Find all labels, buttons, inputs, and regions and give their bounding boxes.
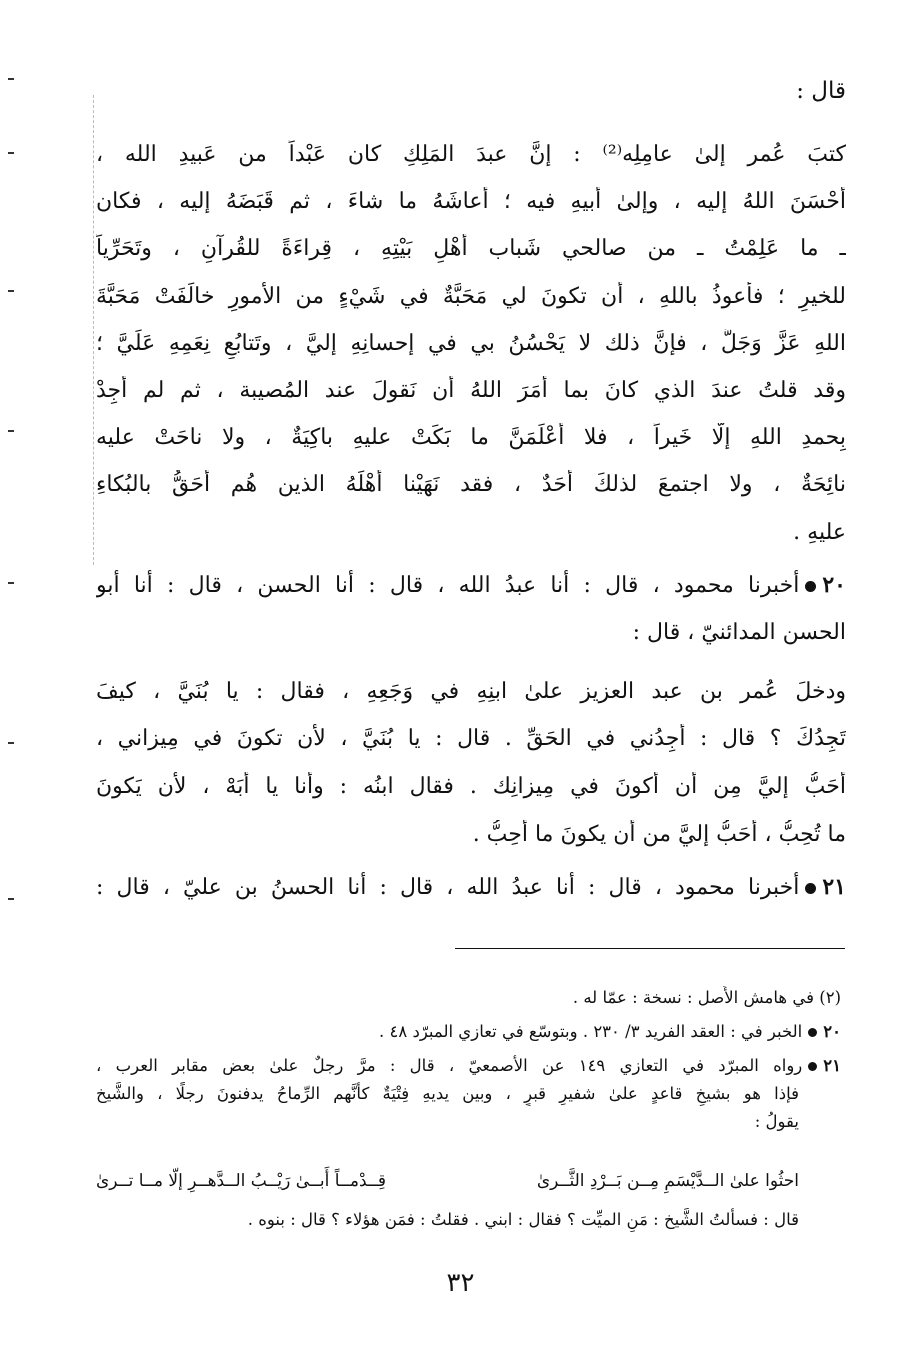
footnote-text: الخبر في : العقد الفريد ٣/ ٢٣٠ . وبتوسّع في تعازي المبرّد ٤٨ . bbox=[379, 1022, 803, 1041]
body-line: بِحمدِ اللهِ إلّا خَيراً ، فلا أَعْلَمَنَّ ما بَكَتْ عليهِ باكِيَةٌ ، ولا ناحَتْ عليه bbox=[96, 425, 846, 450]
body-line: أَحَبُّ إليَّ مِن أن أكونَ في مِيزانِك . فقال ابنُه : وأنا يا أَبَهْ ، لأن يَكونَ bbox=[96, 774, 846, 799]
margin-tick bbox=[8, 152, 14, 154]
footnote-20 bbox=[96, 1020, 841, 1044]
body-line: تَجِدُكَ ؟ قال : أَجِدُني في الحَقِّ . قال : يا بُنَيَّ ، لأَن تكونَ في مِيزاني ، bbox=[96, 726, 846, 751]
footnote-line: فإذا هو بشيخٍ قاعدٍ علىٰ شفيرِ قبرٍ ، وبين يديهِ فِتْيَةٌ كأَنَّهم الرِّماحُ يدفنونَ رجلًا ، والشَّيخ bbox=[96, 1084, 799, 1103]
entry-number: ٢٠ bbox=[822, 572, 846, 598]
body-line: ما تُحِبُّ ، أَحَبُّ إليَّ من أن يكونَ ما أُحِبُّ . bbox=[472, 822, 846, 847]
footnote-line: يقولُ : bbox=[754, 1112, 799, 1131]
isnad-text: أَخبرنا محمود ، قال : أَنا عبدُ الله ، قال : أَنا الحسن ، قال : أَنا أَبو bbox=[96, 573, 800, 598]
footnote-separator bbox=[455, 948, 845, 949]
margin-guide-line bbox=[93, 95, 94, 565]
margin-tick bbox=[8, 290, 14, 292]
body-line: للخيرِ ؛ فأعوذُ باللهِ ، أَن تكونَ لي مَحَبَّةٌ في شَيْءٍ من الأمورِ خالَفَتْ مَحَبَّةَ bbox=[96, 284, 846, 309]
margin-tick bbox=[8, 582, 14, 584]
verse-hemistich: احثُوا علىٰ الــدَّيْسَمِ مِــن بَــرْدِ الثَّــرىٰ bbox=[536, 1171, 799, 1191]
entry-number: ٢١ bbox=[822, 874, 846, 900]
entry-21-isnad bbox=[96, 872, 846, 903]
verse-hemistich: قِــدْمــاً أَبــىٰ رَيْــبُ الــدَّهــرِ إلّا مــا تــرىٰ bbox=[96, 1171, 386, 1191]
bullet-icon bbox=[808, 1062, 817, 1071]
footnote-21-first bbox=[96, 1054, 841, 1078]
entry-20-isnad bbox=[96, 570, 846, 601]
margin-tick bbox=[8, 742, 14, 744]
isnad-text: أَخبرنا محمود ، قال : أَنا عبدُ الله ، قال : أَنا الحسنُ بن عليّ ، قال : bbox=[96, 875, 800, 900]
body-line: ودخلَ عُمر بن عبد العزيز علىٰ ابنِهِ في وَجَعِهِ ، فقال : يا بُنَيَّ ، كيفَ bbox=[96, 679, 846, 704]
footnote-text: رواه المبرّد في التعازي ١٤٩ عن الأصمعيّ ، قال : مرَّ رجلٌ علىٰ بعض مقابر العرب ، bbox=[96, 1056, 803, 1075]
body-line: ـ ما عَلِمْتُ ـ من صالحي شَباب أَهْلِ بَيْتِهِ ، قِراءَةً للقُرآنِ ، وتَحَرِّياً bbox=[96, 236, 846, 261]
body-line: أَحْسَنَ اللهُ إليه ، وإلىٰ أَبيهِ فيه ؛ أعاشَهُ ما شاءَ ، ثم قَبَضَهُ إليه ، فكان bbox=[96, 189, 846, 214]
body-line: الحسن المدائنيّ ، قال : bbox=[632, 620, 846, 645]
footnote-2: (٢) في هامش الأَصل : نسخة : عمّا له . bbox=[572, 988, 841, 1007]
header-label: قال : bbox=[796, 78, 846, 104]
body-line: كتبَ عُمر إلىٰ عامِلِه⁽²⁾ : إنَّ عبدَ المَلِكِ كان عَبْداً من عَبيدِ الله ، bbox=[96, 142, 846, 167]
bullet-icon bbox=[808, 1028, 817, 1037]
body-line: نائِحَةٌ ، ولا اجتمعَ لذلكَ أَحَدٌ ، فقد نَهَيْنا أَهْلَهُ الذين هُم أَحَقُّ بالبُكاءِ bbox=[96, 472, 846, 497]
body-line: وقد قلتُ عندَ الذي كانَ بما أَمَرَ اللهُ أن نَقولَ عند المُصيبة ، ثم لم أجِدْ bbox=[96, 378, 846, 403]
margin-tick bbox=[8, 430, 14, 432]
bullet-icon bbox=[805, 883, 816, 894]
footnote-number: ٢٠ bbox=[823, 1022, 841, 1041]
page-number: ٣٢ bbox=[446, 1268, 475, 1298]
body-line: اللهِ عَزَّ وَجَلَّ ، فإنَّ ذلك لا يَحْسُنُ بي في إحسانِهِ إليَّ ، وتَتابُعِ نِعَمِهِ عَلَيَّ ؛ bbox=[96, 331, 846, 356]
footnote-line: قال : فسأَلتُ الشَّيخ : مَنِ الميِّت ؟ فقال : ابني . فقلتُ : فمَن هؤلاء ؟ قال : بنوه . bbox=[247, 1210, 799, 1229]
margin-tick bbox=[8, 78, 14, 80]
margin-tick bbox=[8, 898, 14, 900]
bullet-icon bbox=[805, 581, 816, 592]
footnote-number: ٢١ bbox=[823, 1056, 841, 1075]
body-line: عليهِ . bbox=[793, 520, 846, 545]
